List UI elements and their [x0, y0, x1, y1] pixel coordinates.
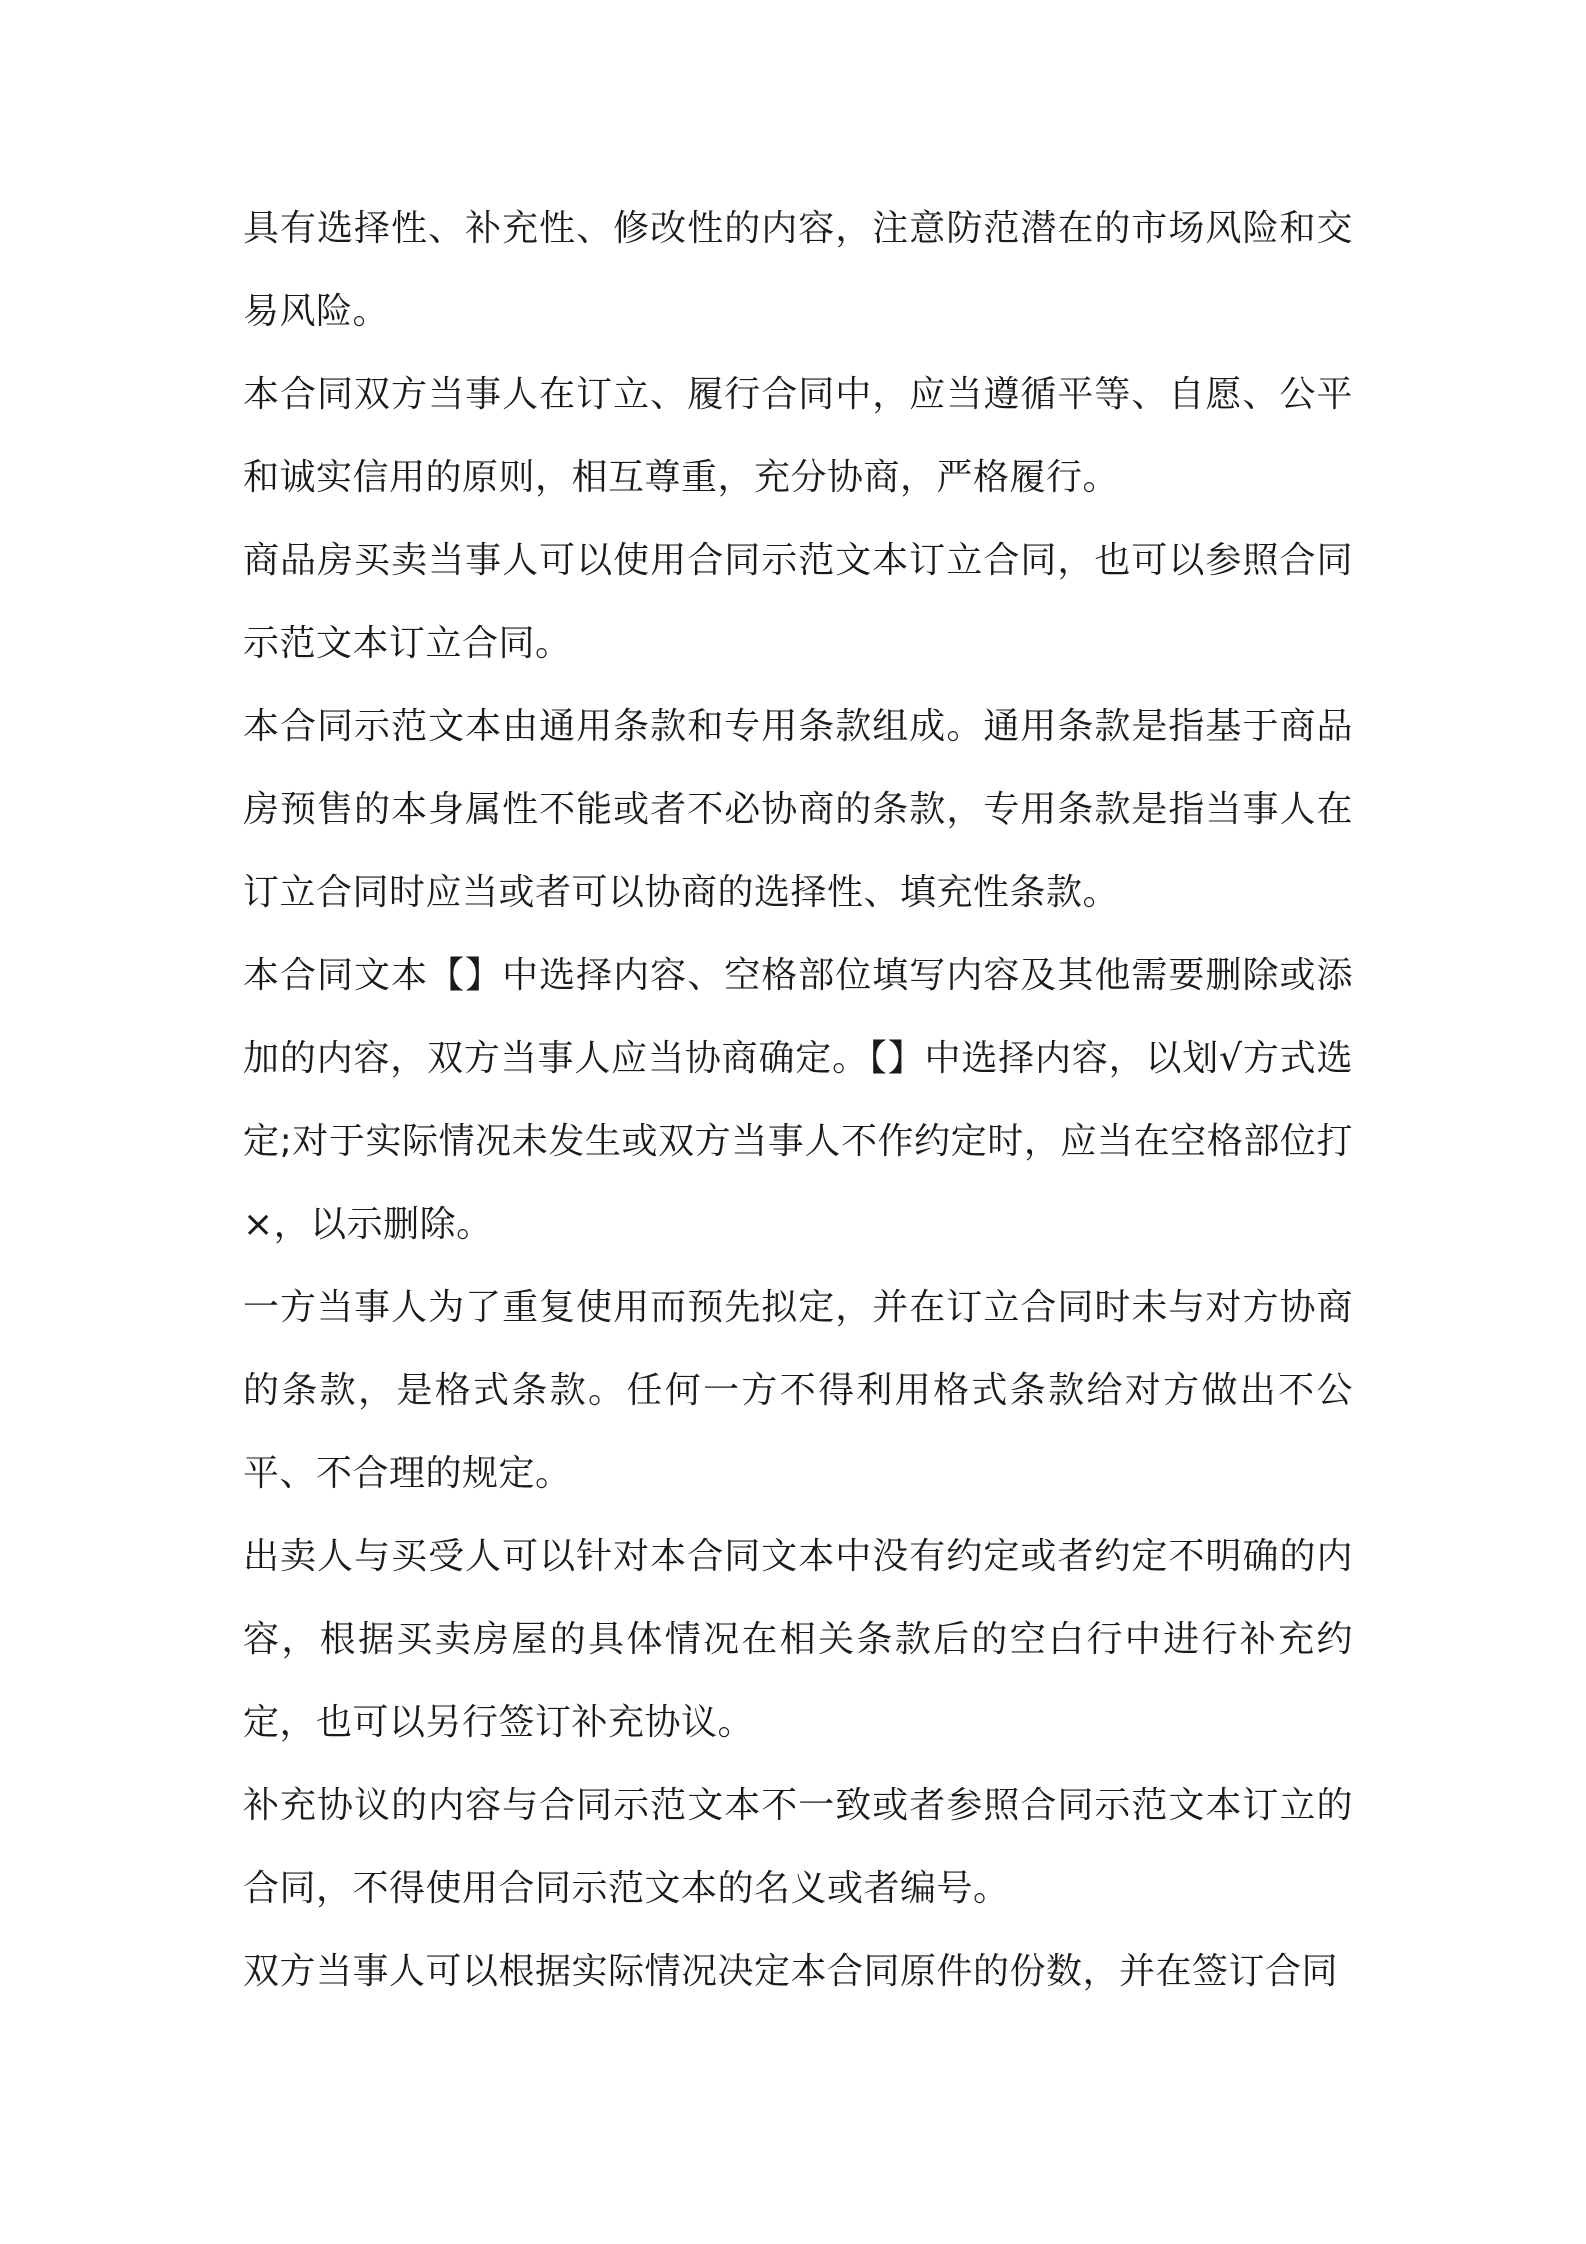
paragraph-4: 本合同示范文本由通用条款和专用条款组成。通用条款是指基于商品房预售的本身属性不能或者不必协商的条款，专用条款是指当事人在订立合同时应当或者可以协商的选择性、填充性条款。: [243, 706, 1353, 913]
paragraph-2: 本合同双方当事人在订立、履行合同中，应当遵循平等、自愿、公平和诚实信用的原则，相互尊重，充分协商，严格履行。: [243, 374, 1353, 498]
paragraph-9: 双方当事人可以根据实际情况决定本合同原件的份数，并在签订合同: [243, 1951, 1339, 1992]
paragraph-6: 一方当事人为了重复使用而预先拟定，并在订立合同时未与对方协商的条款，是格式条款。任何一方不得利用格式条款给对方做出不公平、不合理的规定。: [243, 1287, 1353, 1494]
paragraph-3: 商品房买卖当事人可以使用合同示范文本订立合同，也可以参照合同示范文本订立合同。: [243, 540, 1353, 664]
document-body: [243, 187, 1353, 2013]
paragraph-5: 本合同文本【】中选择内容、空格部位填写内容及其他需要删除或添加的内容，双方当事人应当协商确定。【】中选择内容，以划√方式选定;对于实际情况未发生或双方当事人不作约定时，应当在空格部位打×，以示删除。: [243, 955, 1353, 1245]
paragraph-8: 补充协议的内容与合同示范文本不一致或者参照合同示范文本订立的合同，不得使用合同示范文本的名义或者编号。: [243, 1785, 1353, 1909]
paragraph-7: 出卖人与买受人可以针对本合同文本中没有约定或者约定不明确的内容，根据买卖房屋的具体情况在相关条款后的空白行中进行补充约定，也可以另行签订补充协议。: [243, 1536, 1353, 1743]
paragraph-1: 具有选择性、补充性、修改性的内容，注意防范潜在的市场风险和交易风险。: [243, 208, 1353, 332]
